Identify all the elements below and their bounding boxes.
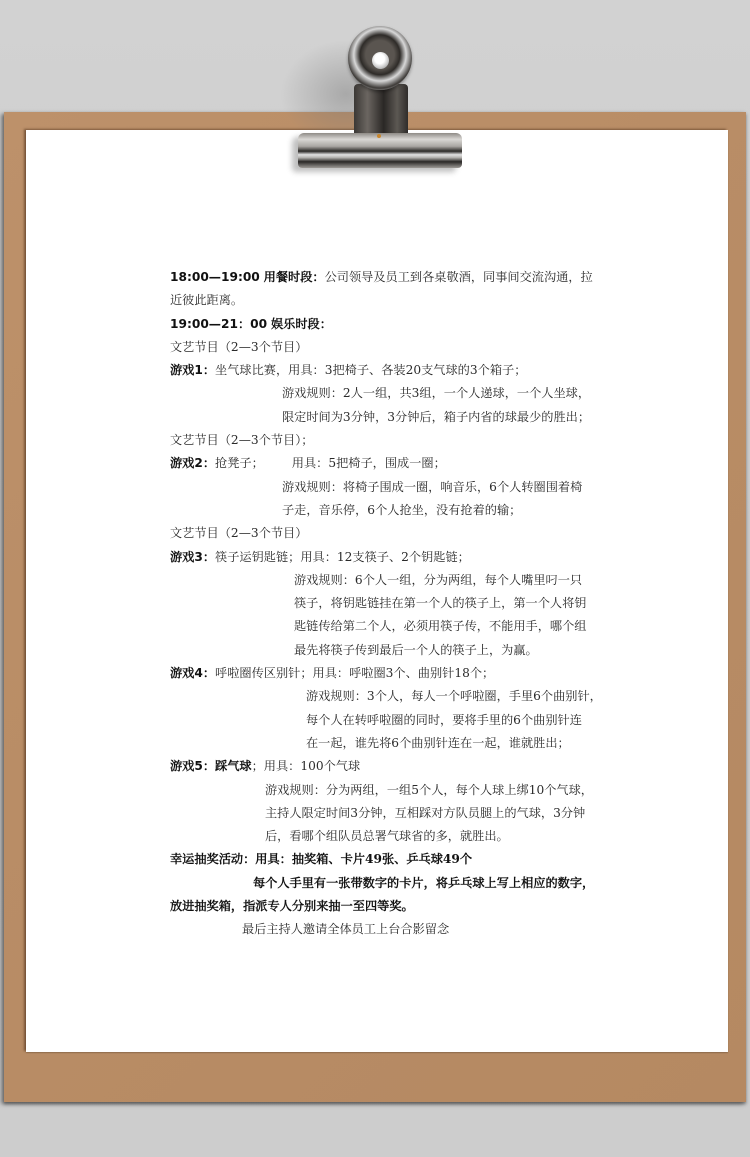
dinner-line-2: 近彼此距离。 [170, 293, 244, 308]
entertainment-time: 19:00—21：00 [170, 316, 268, 331]
entertainment-line [170, 313, 590, 336]
lottery-line-1: 每个人手里有一张带数字的卡片，将乒乓球上写上相应的数字， [253, 875, 595, 890]
game5-rule-3: 后，看哪个组队员总署气球省的多，就胜出。 [265, 829, 509, 844]
game5-heading [170, 755, 590, 778]
clip-neck [354, 84, 408, 138]
game4-heading [170, 662, 590, 685]
game3-heading [170, 546, 590, 569]
game4-title-tools: 呼啦圈传区别针；用具：呼啦圈3个、曲别针18个； [215, 666, 495, 681]
game2-tools: 用具：5把椅子，围成一圈； [291, 456, 446, 471]
game4-rule-1: 游戏规则：3个人，每人一个呼啦圈，手里6个曲别针， [306, 689, 602, 704]
performance-1: 文艺节目（2—3个节目） [170, 339, 308, 354]
game3-rule-3: 匙链传给第二个人，必须用筷子传，不能用手，哪个组 [294, 619, 587, 634]
game2-rule-1: 游戏规则：将椅子围成一圈，响音乐，6个人转圈围着椅 [282, 479, 583, 494]
game4-label: 游戏4： [170, 666, 216, 681]
game1-rule-1: 游戏规则：2人一组，共3组，一个人递球，一个人坐球， [282, 386, 591, 401]
game1-rule-2: 限定时间为3分钟，3分钟后，箱子内省的球最少的胜出； [282, 409, 591, 424]
clip-hole [372, 52, 389, 69]
performance-3: 文艺节目（2—3个节目） [170, 526, 308, 541]
dinner-time: 18:00—19:00 [170, 270, 260, 284]
game4-rule-2: 每个人在转呼啦圈的同时，要将手里的6个曲别针连 [306, 712, 582, 727]
lottery-line-2: 放进抽奖箱，指派专人分别来抽一至四等奖。 [170, 899, 414, 914]
game2-title: 抢凳子； [215, 456, 264, 471]
dinner-label: 用餐时段： [263, 270, 325, 284]
entertainment-label: 娱乐时段： [270, 316, 332, 331]
game1-title-tools: 坐气球比赛，用具：3把椅子、各装20支气球的3个箱子； [215, 363, 527, 378]
game4-rule-3: 在一起，谁先将6个曲别针连在一起，谁就胜出； [306, 735, 570, 750]
dinner-line-1 [170, 266, 593, 289]
performance-2: 文艺节目（2—3个节目）； [170, 433, 314, 448]
game1-label: 游戏1： [170, 363, 216, 378]
game5-rule-2: 主持人限定时间3分钟，互相踩对方队员腿上的气球，3分钟 [265, 805, 586, 820]
game5-tools: ；用具：100个气球 [251, 759, 361, 774]
game3-label: 游戏3： [170, 549, 216, 564]
game3-rule-1: 游戏规则：6个人一组，分为两组，每个人嘴里叼一只 [294, 572, 583, 587]
game3-rule-2: 筷子，将钥匙链挂在第一个人的筷子上，第一个人将钥 [294, 596, 587, 611]
game5-rule-1: 游戏规则：分为两组，一组5个人，每个人球上绑10个气球， [265, 782, 593, 797]
game2-heading [170, 452, 590, 475]
clip-rivet [377, 134, 381, 138]
dinner-text: 公司领导及员工到各桌敬酒，同事间交流沟通，拉 [324, 270, 593, 284]
game5-title: 踩气球 [215, 759, 252, 774]
game3-title-tools: 筷子运钥匙链；用具：12支筷子、2个钥匙链； [215, 549, 470, 564]
binder-clip-icon [298, 133, 462, 168]
closing-line: 最后主持人邀请全体员工上台合影留念 [242, 922, 450, 937]
game2-label: 游戏2： [170, 456, 216, 471]
game3-rule-4: 最先将筷子传到最后一个人的筷子上，为赢。 [294, 642, 538, 657]
game5-label: 游戏5： [170, 759, 216, 774]
game1-heading [170, 359, 590, 382]
game2-rule-2: 子走，音乐停，6个人抢坐，没有抢着的输； [282, 502, 522, 517]
lottery-heading: 幸运抽奖活动：用具：抽奖箱、卡片49张、乒乓球49个 [170, 852, 473, 867]
schedule-document [170, 266, 602, 942]
